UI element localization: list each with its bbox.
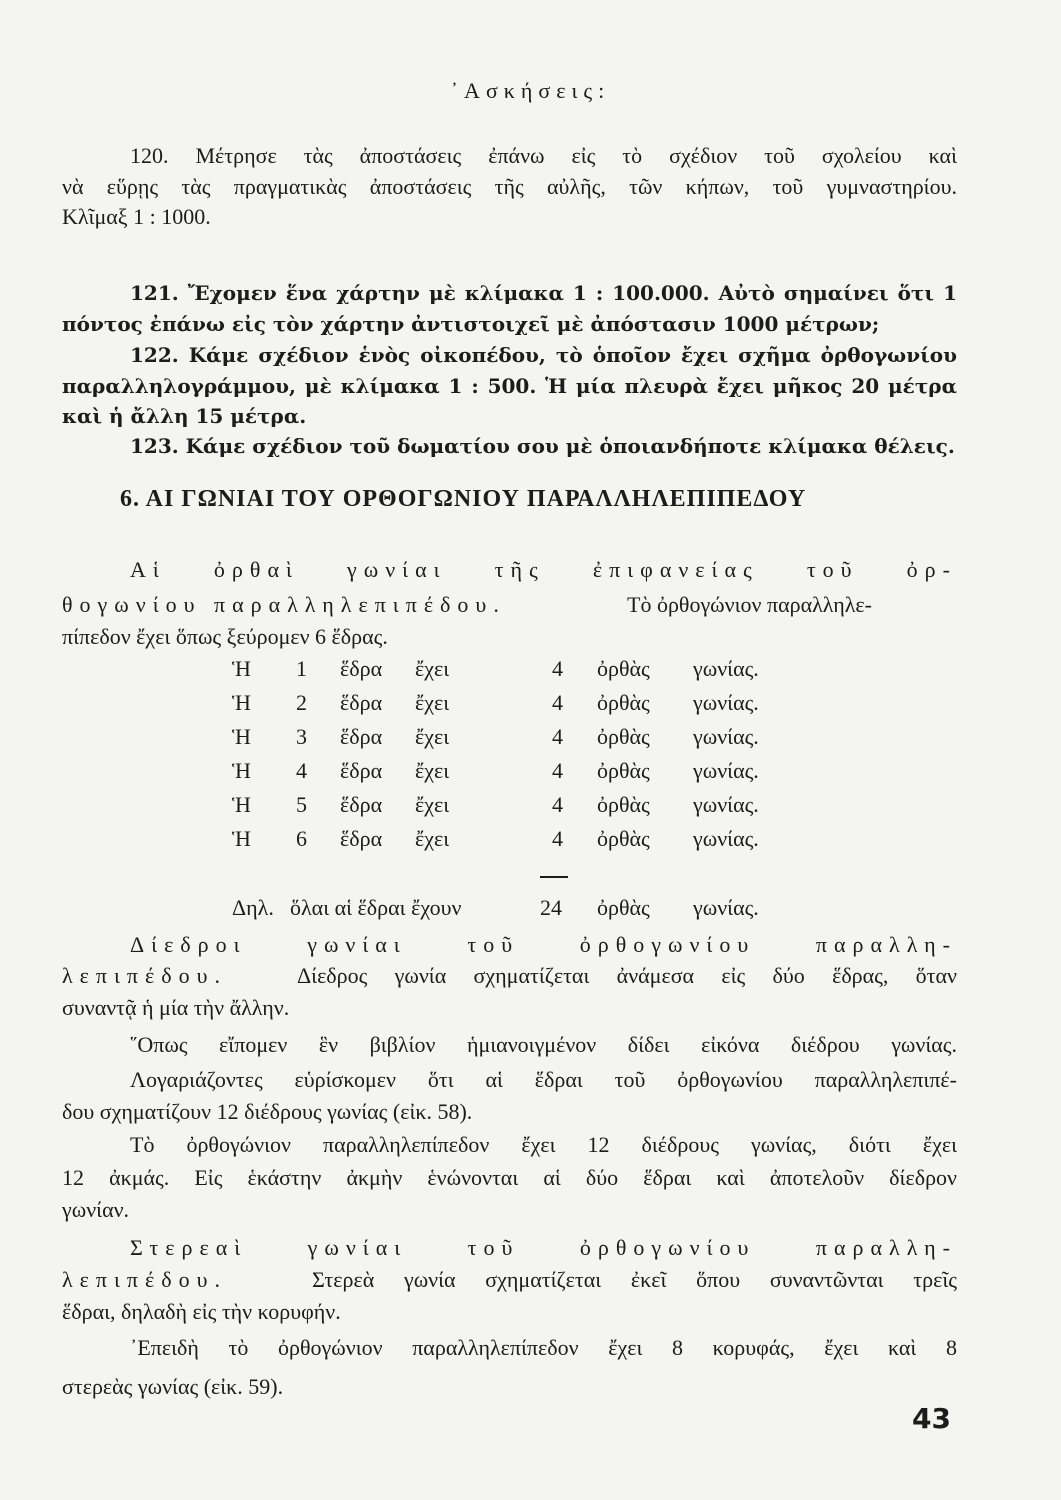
exercise-120-line-2: νὰ εὕρῃς τὰς πραγματικὰς ἀποστάσεις τῆς αὐλῆς, τῶν κήπων, τοῦ γυμναστηρίου. [62,174,957,199]
faces-table-cell-noun: ἕδρα [340,724,383,749]
exercise-121-line-1: 121. Ἔχομεν ἕνα χάρτην μὲ κλίμακα 1 : 100.000. Αὐτὸ σημαίνει ὅτι 1 [130,281,957,305]
faces-table-cell-adj: ὀρθὰς [597,758,650,783]
faces-table-row [0,824,1061,854]
faces-table-cell-word: γωνίας. [693,792,759,817]
faces-table-cell-num: 1 [296,656,307,681]
solid-angles-heading-line-1: Στερεαὶ γωνίαι τοῦ ὀρθογωνίου παραλλη- [130,1235,957,1260]
faces-table-cell-count: 4 [552,792,563,817]
counting-line-1: Λογαριάζοντες εὑρίσκομεν ὅτι αἱ ἕδραι τοῦ ὀρθογωνίου παραλληλεπιπέ- [130,1067,957,1092]
right-angles-line-3: πίπεδον ἔχει ὅπως ξεύρομεν 6 ἕδρας. [62,624,388,649]
edges-line-3: γωνίαν. [62,1197,130,1222]
faces-table-cell-count: 4 [552,690,563,715]
right-angles-text-start: Τὸ ὀρθογώνιον παραλληλε- [627,592,872,617]
sum-rule [540,876,568,878]
faces-table-cell-count: 4 [552,656,563,681]
right-angles-line-2 [62,590,957,620]
section-title: 6. ΑΙ ΓΩΝΙΑΙ ΤΟΥ ΟΡΘΟΓΩΝΙΟΥ ΠΑΡΑΛΛΗΛΕΠΙΠΕΔΟΥ [120,486,807,512]
faces-table-cell-count: 4 [552,826,563,851]
exercise-122-line-2: παραλληλογράμμου, μὲ κλίμακα 1 : 500. Ἡ μία πλευρὰ ἔχει μῆκος 20 μέτρα [62,374,957,398]
faces-table-cell-adj: ὀρθὰς [597,826,650,851]
faces-table-cell-num: 3 [296,724,307,749]
exercise-121-line-2: πόντος ἐπάνω εἰς τὸν χάρτην ἀντιστοιχεῖ μὲ ἀπόστασιν 1000 μέτρων; [62,312,880,336]
faces-table-cell-word: γωνίας. [693,758,759,783]
faces-table-cell-num: 2 [296,690,307,715]
faces-table-cell-art: Ἡ [232,724,251,749]
dihedral-heading-continuation: λεπιπέδου. [62,963,228,988]
faces-table-cell-verb: ἔχει [415,724,450,749]
faces-table-cell-count: 4 [552,724,563,749]
faces-table-cell-adj: ὀρθὰς [597,690,650,715]
dihedral-line-3: συναντᾷ ἡ μία τὴν ἄλλην. [62,995,290,1020]
exercise-122-line-3: καὶ ἡ ἄλλη 15 μέτρα. [62,404,307,428]
exercise-122-line-1: 122. Κάμε σχέδιον ἑνὸς οἰκοπέδου, τὸ ὁποῖον ἔχει σχῆμα ὀρθογωνίου [130,343,957,367]
edges-line-2: 12 ἀκμάς. Εἰς ἑκάστην ἀκμὴν ἑνώνονται αἱ δύο ἕδραι καὶ ἀποτελοῦν δίεδρον [62,1165,957,1190]
exercise-123-line-1: 123. Κάμε σχέδιον τοῦ δωματίου σου μὲ ὁποιανδήποτε κλίμακα θέλεις. [130,434,955,458]
faces-table-row [0,654,1061,684]
faces-table-cell-word: γωνίας. [693,724,759,749]
faces-table-cell-adj: ὀρθὰς [597,792,650,817]
faces-table-cell-art: Ἡ [232,792,251,817]
faces-table-row [0,790,1061,820]
solid-angles-heading-continuation: λεπιπέδου. [62,1267,228,1292]
summary-text: ὅλαι αἱ ἕδραι ἔχουν [290,895,462,920]
vertices-line-1: ᾿Επειδὴ τὸ ὀρθογώνιον παραλληλεπίπεδον ἔχει 8 κορυφάς, ἔχει καὶ 8 [130,1335,957,1360]
faces-table-cell-num: 5 [296,792,307,817]
faces-table-row [0,756,1061,786]
dihedral-line-2 [62,961,957,991]
faces-table-cell-noun: ἕδρα [340,792,383,817]
page-number: 43 [912,1402,951,1435]
faces-table-cell-art: Ἡ [232,690,251,715]
right-angles-heading-continuation: θογωνίου παραλληλεπιπέδου. [62,592,506,617]
edges-line-1: Τὸ ὀρθογώνιον παραλληλεπίπεδον ἔχει 12 διέδρους γωνίας, διότι ἔχει [130,1132,957,1157]
faces-table-cell-verb: ἔχει [415,826,450,851]
faces-table-cell-verb: ἔχει [415,656,450,681]
faces-table-cell-art: Ἡ [232,656,251,681]
faces-table-cell-count: 4 [552,758,563,783]
exercise-120-line-1: 120. Μέτρησε τὰς ἀποστάσεις ἐπάνω εἰς τὸ σχέδιον τοῦ σχολείου καὶ [130,143,957,168]
faces-table-cell-adj: ὀρθὰς [597,656,650,681]
faces-table-cell-num: 4 [296,758,307,783]
faces-table-cell-art: Ἡ [232,826,251,851]
exercises-heading: ᾿Ασκήσεις: [450,78,611,103]
summary-adj: ὀρθὰς [597,895,650,920]
solid-angles-text-start: Στερεὰ γωνία σχηματίζεται ἐκεῖ ὅπου συναντῶνται τρεῖς [312,1267,957,1292]
solid-angles-line-2 [62,1265,957,1295]
summary-count: 24 [540,895,562,920]
vertices-line-2: στερεὰς γωνίας (εἰκ. 59). [62,1374,284,1399]
faces-table-cell-word: γωνίας. [693,826,759,851]
counting-line-2: δου σχηματίζουν 12 διέδρους γωνίας (εἰκ. 58). [62,1099,473,1124]
right-angles-heading-line-1: Αἱ ὀρθαὶ γωνίαι τῆς ἐπιφανείας τοῦ ὀρ- [130,557,957,582]
dihedral-heading-line-1: Δίεδροι γωνίαι τοῦ ὀρθογωνίου παραλλη- [130,932,957,957]
faces-table-cell-noun: ἕδρα [340,826,383,851]
faces-table-cell-adj: ὀρθὰς [597,724,650,749]
faces-table-cell-verb: ἔχει [415,690,450,715]
summary-line [0,893,1061,923]
faces-table-cell-art: Ἡ [232,758,251,783]
faces-table-cell-word: γωνίας. [693,656,759,681]
solid-angles-line-3: ἕδραι, δηλαδὴ εἰς τὴν κορυφήν. [62,1299,341,1324]
dihedral-text-start: Δίεδρος γωνία σχηματίζεται ἀνάμεσα εἰς δύο ἕδρας, ὅταν [297,963,957,988]
faces-table-cell-noun: ἕδρα [340,758,383,783]
faces-table-cell-verb: ἔχει [415,758,450,783]
faces-table-cell-noun: ἕδρα [340,656,383,681]
faces-table-row [0,688,1061,718]
faces-table-cell-verb: ἔχει [415,792,450,817]
summary-lead: Δηλ. [232,895,274,920]
faces-table-cell-num: 6 [296,826,307,851]
exercise-120-line-3: Κλῖμαξ 1 : 1000. [62,204,211,229]
faces-table-row [0,722,1061,752]
faces-table-cell-word: γωνίας. [693,690,759,715]
book-example-line: ῞Οπως εἴπομεν ἓν βιβλίον ἡμιανοιγμένον δίδει εἰκόνα διέδρου γωνίας. [130,1032,957,1057]
faces-table-cell-noun: ἕδρα [340,690,383,715]
summary-word: γωνίας. [693,895,759,920]
